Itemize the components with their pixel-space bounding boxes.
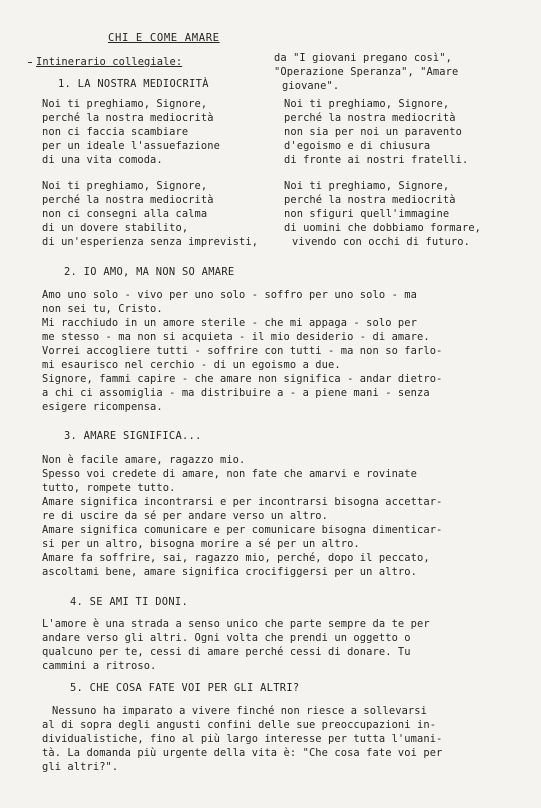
s1-right-a: non sia per noi un paravento	[284, 126, 462, 138]
s2-line: a chi ci assomiglia - ma distribuire a - a piene mani - senza	[42, 387, 430, 399]
s1-right-b: Noi ti preghiamo, Signore,	[284, 180, 450, 192]
s1-left-b: perché la nostra mediocrità	[42, 194, 214, 206]
s1-left-a: perché la nostra mediocrità	[42, 112, 214, 124]
section-1-heading: 1. LA NOSTRA MEDIOCRITÀ	[58, 78, 209, 90]
s3-line: Amare significa incontrarsi e per incontrarsi bisogna accettar-	[42, 496, 443, 508]
s1-left-a: di una vita comoda.	[42, 154, 163, 166]
s3-line: re di uscire da sé per andare verso un altro.	[42, 510, 329, 522]
s1-right-a: Noi ti preghiamo, Signore,	[284, 98, 450, 110]
section-5-heading: 5. CHE COSA FATE VOI PER GLI ALTRI?	[70, 682, 300, 694]
section-4-heading: 4. SE AMI TI DONI.	[70, 596, 189, 608]
s1-left-b: di un dovere stabilito,	[42, 222, 189, 234]
s2-line: non sei tu, Cristo.	[42, 303, 163, 315]
s2-line: Mi racchiudo in un amore sterile - che mi appaga - solo per	[42, 317, 417, 329]
s4-line: andare verso gli altri. Ogni volta che prendi un oggetto o	[42, 632, 411, 644]
s1-left-b: Noi ti preghiamo, Signore,	[42, 180, 208, 192]
s2-line: me stesso - ma non si acquieta - il mio desiderio - di amare.	[42, 331, 430, 343]
intro-quote-line: da "I giovani pregano così",	[274, 52, 452, 64]
s3-line: Amare fa soffrire, sai, ragazzo mio, perché, dopo il peccato,	[42, 552, 430, 564]
intro-quote-line: giovane".	[282, 80, 340, 92]
s5-line: al di sopra degli angusti confini delle sue preoccupazioni in-	[42, 719, 437, 731]
s3-line: Non è facile amare, ragazzo mio.	[42, 454, 246, 466]
s2-line: Vorrei accogliere tutti - soffrire con tutti - ma non so farlo-	[42, 345, 443, 357]
s3-line: si per un altro, bisogna morire a sé per un altro.	[42, 538, 360, 550]
s2-line: Signore, fammi capire - che amare non significa - andar dietro-	[42, 373, 443, 385]
section-2-heading: 2. IO AMO, MA NON SO AMARE	[64, 266, 235, 278]
intro-quote-line: "Operazione Speranza", "Amare	[274, 66, 459, 78]
s1-left-a: non ci faccia scambiare	[42, 126, 189, 138]
s1-left-b: di un'esperienza senza imprevisti,	[42, 236, 259, 248]
s1-right-a: perché la nostra mediocrità	[284, 112, 456, 124]
s5-line: dividualistiche, fino al più largo interesse per tutta l'umani-	[42, 733, 443, 745]
bullet-dash	[28, 62, 32, 63]
section-3-heading: 3. AMARE SIGNIFICA...	[64, 430, 202, 442]
s3-line: Amare significa comunicare e per comunicare bisogna dimenticar-	[42, 524, 443, 536]
s1-right-b: perché la nostra mediocrità	[284, 194, 456, 206]
s4-line: cammini a ritroso.	[42, 660, 157, 672]
s1-right-b: di uomini che dobbiamo formare,	[284, 222, 482, 234]
s1-right-a: di fronte ai nostri fratelli.	[284, 154, 469, 166]
s2-line: mi esaurisco nel cerchio - di un egoismo a due.	[42, 359, 341, 371]
s1-left-a: Noi ti preghiamo, Signore,	[42, 98, 208, 110]
s4-line: L'amore è una strada a senso unico che parte sempre da te per	[42, 618, 430, 630]
s1-left-b: non ci consegni alla calma	[42, 208, 208, 220]
intro-label: Intinerario collegiale:	[36, 56, 183, 68]
s5-line: Nessuno ha imparato a vivere finché non riesce a sollevarsi	[52, 705, 427, 717]
s3-line: tutto, rompete tutto.	[42, 482, 176, 494]
s2-line: esigere ricompensa.	[42, 401, 163, 413]
s5-line: tà. La domanda più urgente della vita è: "Che cosa fate voi per	[42, 747, 443, 759]
s1-right-b: non sfiguri quell'immagine	[284, 208, 450, 220]
s3-line: Spesso voi credete di amare, non fate che amarvi e rovinate	[42, 468, 417, 480]
page-title: CHI E COME AMARE	[108, 32, 220, 44]
s1-right-b: vivendo con occhi di futuro.	[292, 236, 470, 248]
s2-line: Amo uno solo - vivo per uno solo - soffro per uno solo - ma	[42, 289, 417, 301]
s1-right-a: d'egoismo e di chiusura	[284, 140, 431, 152]
s1-left-a: per un ideale l'assuefazione	[42, 140, 220, 152]
s4-line: qualcuno per te, cessi di amare perché cessi di donare. Tu	[42, 646, 411, 658]
s5-line: gli altri?".	[42, 761, 119, 773]
s3-line: ascoltami bene, amare significa crocifiggersi per un altro.	[42, 566, 417, 578]
